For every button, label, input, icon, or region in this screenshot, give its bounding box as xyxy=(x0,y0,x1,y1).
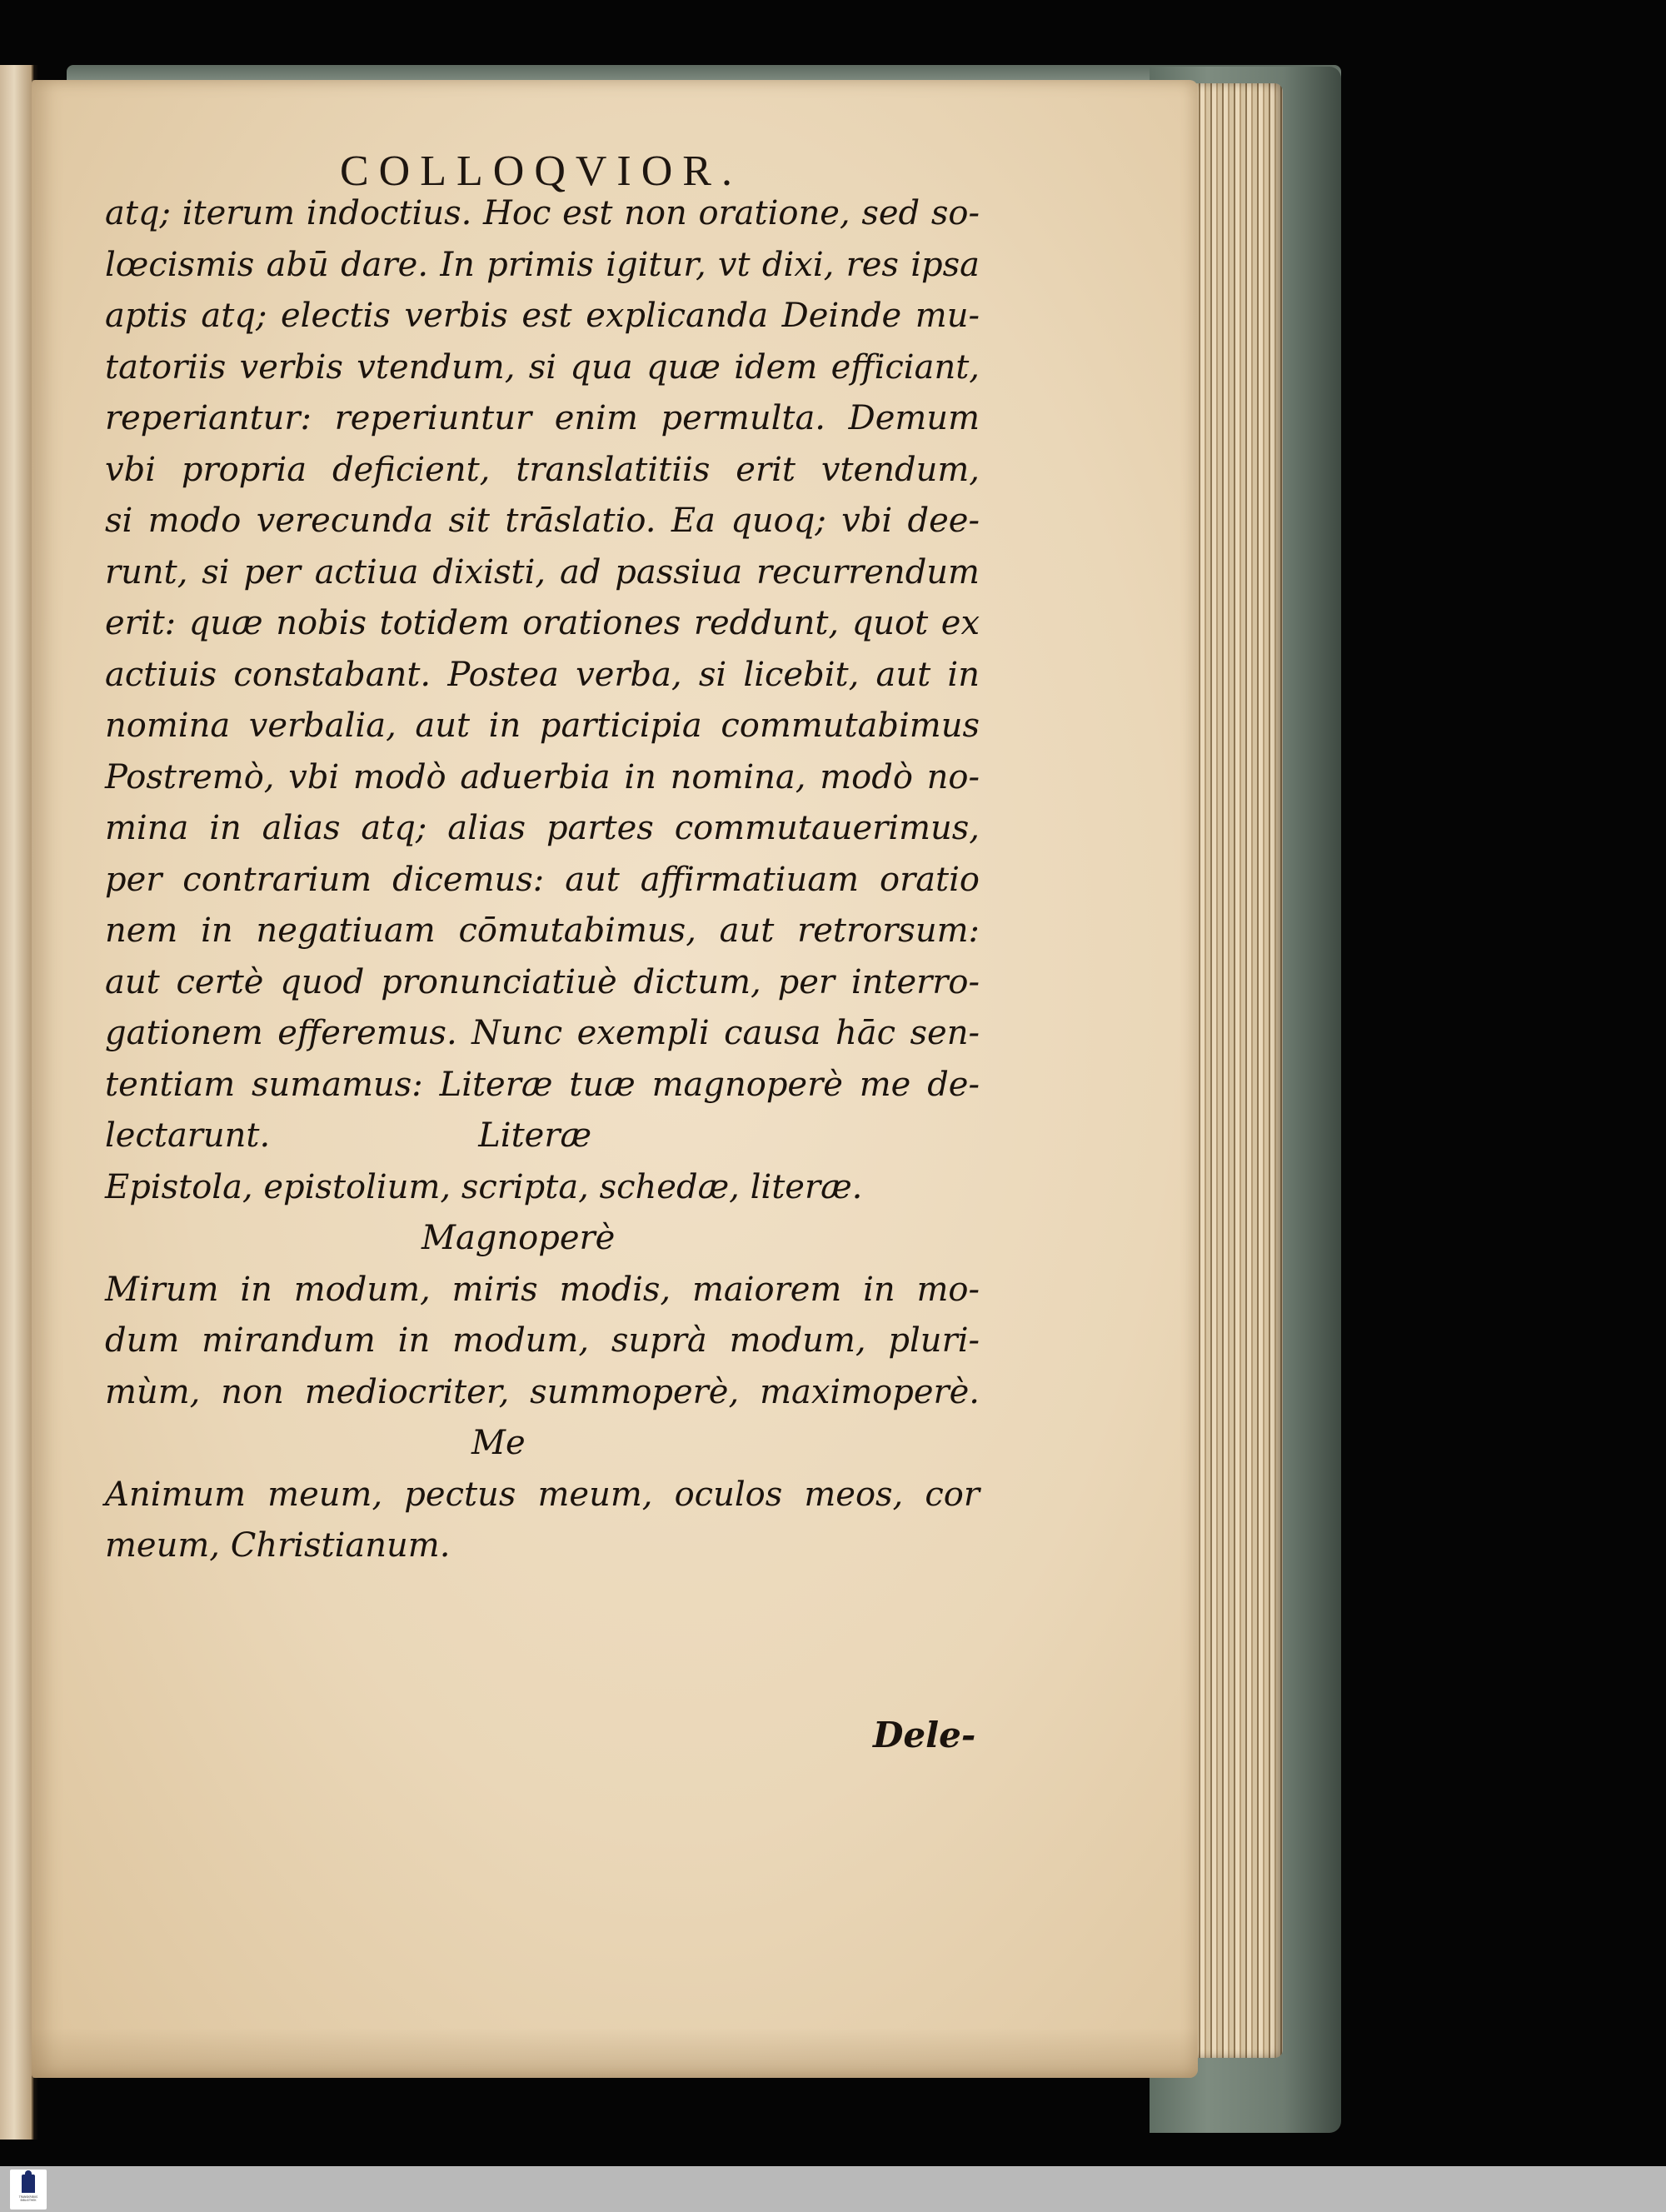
heading-me: Me xyxy=(471,1424,526,1462)
library-building-icon[interactable] xyxy=(10,2170,47,2210)
text-line: aut certè quod pronunciatiuè dictum, per interro- xyxy=(105,962,980,1001)
catchword: Dele- xyxy=(873,1715,976,1755)
page-body xyxy=(105,188,980,1572)
page-stack-edge xyxy=(1183,83,1283,2058)
book-page xyxy=(32,80,1198,2078)
text-line: Postremò, vbi modò aduerbia in nomina, modò no- xyxy=(105,757,980,796)
viewer-footer-bar xyxy=(0,2166,1666,2212)
last-line: lectarunt. xyxy=(105,1116,271,1155)
heading-magnopere: Magnoperè xyxy=(421,1219,616,1257)
logo-caption: TRANSKRIBUS BIBLIOTHEK xyxy=(18,2195,38,2202)
lectarunt-literae-line xyxy=(105,1111,980,1162)
synonyms-literae: Epistola, epistolium, scripta, schedæ, literæ. xyxy=(105,1167,863,1206)
text-line: per contrarium dicemus: aut affirmatiuam oratio xyxy=(105,860,980,899)
synonyms-magnopere-line: Mirum in modum, miris modis, maiorem in mo- xyxy=(105,1270,980,1309)
text-line: si modo verecunda sit trāslatio. Ea quoq; vbi dee- xyxy=(105,502,980,540)
synonyms-magnopere-line: mùm, non mediocriter, summoperè, maximoperè. xyxy=(105,1372,980,1411)
synonyms-magnopere-line: dum mirandum in modum, suprà modum, pluri- xyxy=(105,1321,980,1360)
heading-literae: Literæ xyxy=(478,1116,592,1155)
text-line: nomina verbalia, aut in participia commutabimus xyxy=(105,707,980,745)
text-line: tentiam sumamus: Literæ tuæ magnoperè me de- xyxy=(105,1065,980,1104)
library-mark xyxy=(22,2175,35,2193)
text-line: aptis atq; electis verbis est explicanda Deinde mu- xyxy=(105,297,980,335)
text-line: nem in negatiuam cōmutabimus, aut retrorsum: xyxy=(105,911,980,950)
text-line: gationem efferemus. Nunc exempli causa hāc sen- xyxy=(105,1014,980,1052)
facing-page-edge xyxy=(0,65,33,2140)
text-line: actiuis constabant. Postea verba, si licebit, aut in xyxy=(105,655,980,694)
synonyms-me-line: meum, Christianum. xyxy=(105,1526,451,1565)
text-line: atq; iterum indoctius. Hoc est non oratione, sed so- xyxy=(105,194,980,232)
text-line: mina in alias atq; alias partes commutauerimus, xyxy=(105,809,980,847)
synonyms-me-line: Animum meum, pectus meum, oculos meos, cor xyxy=(105,1475,980,1514)
text-line: erit: quæ nobis totidem orationes reddunt, quot ex xyxy=(105,604,980,642)
text-line: reperiantur: reperiuntur enim permulta. Demum xyxy=(105,399,980,437)
text-line: vbi propria deficient, translatitiis erit vtendum, xyxy=(105,450,980,489)
text-line: runt, si per actiua dixisti, ad passiua recurrendum xyxy=(105,552,980,592)
running-head: COLLOQVIOR. xyxy=(340,147,742,195)
text-line: tatoriis verbis vtendum, si qua quæ idem efficiant, xyxy=(105,347,980,387)
text-line: lœcismis abū dare. In primis igitur, vt dixi, res ipsa xyxy=(105,245,980,284)
